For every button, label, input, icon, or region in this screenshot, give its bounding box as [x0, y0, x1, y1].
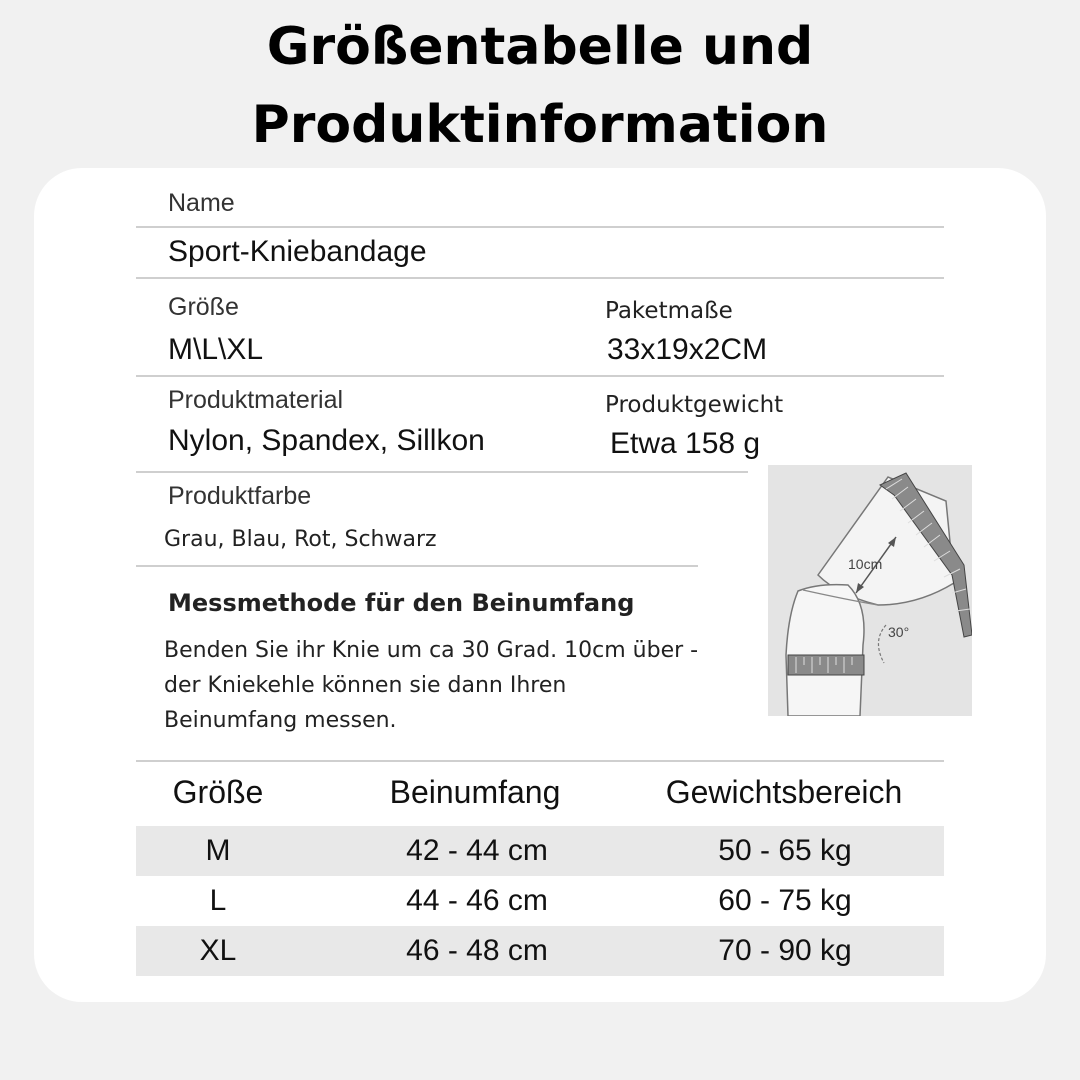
- table-header: [136, 770, 944, 826]
- measure-line: Benden Sie ihr Knie um ca 30 Grad. 10cm über -: [164, 638, 699, 663]
- column-header-weight-range: Gewichtsbereich: [665, 774, 903, 810]
- package-label: Paketmaße: [605, 298, 733, 324]
- name-value: Sport-Kniebandage: [168, 235, 427, 268]
- measure-instructions: [164, 633, 754, 738]
- table-cell: 46 - 48 cm: [406, 934, 548, 967]
- table-cell: 70 - 90 kg: [718, 934, 852, 967]
- divider: [136, 277, 944, 279]
- table-cell: 60 - 75 kg: [718, 884, 852, 917]
- divider: [136, 375, 944, 377]
- color-label: Produktfarbe: [168, 482, 312, 510]
- knee-measuring-illustration: [768, 465, 972, 716]
- measure-line: der Kniekehle können sie dann Ihren: [164, 673, 567, 698]
- table-cell: L: [209, 884, 227, 917]
- color-value: Grau, Blau, Rot, Schwarz: [164, 527, 437, 552]
- size-label: Größe: [168, 293, 239, 321]
- column-header-size: Größe: [172, 774, 264, 810]
- distance-label: 10cm: [848, 556, 883, 572]
- package-value: 33x19x2CM: [607, 333, 768, 366]
- size-table: [136, 770, 944, 976]
- page-title-line-2: Produktinformation: [251, 95, 829, 155]
- table-cell: 42 - 44 cm: [406, 834, 548, 867]
- divider: [136, 226, 944, 228]
- divider: [136, 760, 944, 762]
- material-value: Nylon, Spandex, Sillkon: [168, 424, 485, 457]
- table-row: [136, 876, 944, 926]
- measure-title: Messmethode für den Beinumfang: [168, 589, 635, 617]
- table-row: [136, 826, 944, 876]
- table-row: [136, 926, 944, 976]
- page-title: [0, 8, 1080, 164]
- table-cell: M: [205, 834, 231, 867]
- divider: [136, 565, 698, 567]
- angle-label: 30°: [888, 624, 910, 640]
- size-value: M\L\XL: [168, 333, 264, 366]
- weight-label: Produktgewicht: [605, 392, 784, 418]
- knee-measuring-icon: [768, 465, 972, 716]
- material-label: Produktmaterial: [168, 386, 344, 414]
- measure-line: Beinumfang messen.: [164, 708, 397, 733]
- divider: [136, 471, 748, 473]
- column-header-leg-circumference: Beinumfang: [389, 774, 561, 810]
- weight-value: Etwa 158 g: [610, 427, 761, 460]
- table-cell: XL: [199, 934, 237, 967]
- table-cell: 50 - 65 kg: [718, 834, 852, 867]
- page-title-line-1: Größentabelle und: [266, 17, 814, 77]
- name-label: Name: [168, 189, 235, 217]
- table-cell: 44 - 46 cm: [406, 884, 548, 917]
